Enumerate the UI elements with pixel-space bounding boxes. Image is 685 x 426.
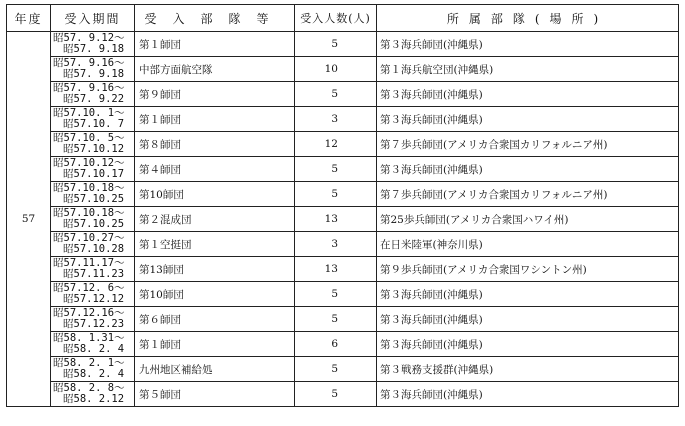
period-cell xyxy=(51,232,135,257)
period-end: 昭58. 2. 4 xyxy=(63,368,125,380)
affiliation-cell: 第７歩兵師団(アメリカ合衆国カリフォルニア州) xyxy=(377,182,679,207)
period-cell xyxy=(51,132,135,157)
affiliation-cell: 第３海兵師団(沖縄県) xyxy=(377,157,679,182)
receiving-unit-cell: 第10師団 xyxy=(135,182,295,207)
period-cell xyxy=(51,307,135,332)
affiliation-cell: 第３海兵師団(沖縄県) xyxy=(377,107,679,132)
affiliation-cell: 第３海兵師団(沖縄県) xyxy=(377,82,679,107)
table-row xyxy=(7,257,679,282)
table-row xyxy=(7,182,679,207)
table-row xyxy=(7,282,679,307)
count-cell: 13 xyxy=(295,257,377,282)
receiving-unit-cell: 第４師団 xyxy=(135,157,295,182)
period-start: 昭58. 2. 1〜 xyxy=(53,357,125,369)
period-end: 昭57.10.12 xyxy=(63,143,125,155)
period-start: 昭58. 2. 8〜 xyxy=(53,382,125,394)
affiliation-cell: 第７歩兵師団(アメリカ合衆国カリフォルニア州) xyxy=(377,132,679,157)
period-end: 昭57.10.17 xyxy=(63,168,125,180)
table-row xyxy=(7,307,679,332)
period-cell xyxy=(51,207,135,232)
period-start: 昭57.12. 6〜 xyxy=(53,282,125,294)
period-end: 昭57.10.28 xyxy=(63,243,125,255)
receiving-unit-cell: 第１師団 xyxy=(135,332,295,357)
header-count: 受入人数(人) xyxy=(295,5,377,32)
table-row xyxy=(7,107,679,132)
receiving-unit-cell: 第２混成団 xyxy=(135,207,295,232)
period-end: 昭57.10. 7 xyxy=(63,118,125,130)
period-cell xyxy=(51,182,135,207)
table-row xyxy=(7,357,679,382)
period-end: 昭57.12.23 xyxy=(63,318,125,330)
receiving-unit-cell: 第１空挺団 xyxy=(135,232,295,257)
period-end: 昭57. 9.18 xyxy=(63,43,125,55)
count-cell: 12 xyxy=(295,132,377,157)
affiliation-cell: 第３海兵師団(沖縄県) xyxy=(377,332,679,357)
period-start: 昭57. 9.16〜 xyxy=(53,57,125,69)
table-row xyxy=(7,157,679,182)
period-start: 昭57. 9.12〜 xyxy=(53,32,125,44)
period-cell xyxy=(51,82,135,107)
receiving-unit-cell: 第１師団 xyxy=(135,107,295,132)
count-cell: 3 xyxy=(295,107,377,132)
period-start: 昭57.12.16〜 xyxy=(53,307,125,319)
period-end: 昭58. 2. 4 xyxy=(63,343,125,355)
affiliation-cell: 第25歩兵師団(アメリカ合衆国ハワイ州) xyxy=(377,207,679,232)
table-row xyxy=(7,382,679,407)
count-cell: 5 xyxy=(295,382,377,407)
receiving-unit-cell: 九州地区補給処 xyxy=(135,357,295,382)
table-header xyxy=(7,5,679,32)
receiving-unit-cell: 第５師団 xyxy=(135,382,295,407)
receiving-unit-cell: 第９師団 xyxy=(135,82,295,107)
table-row xyxy=(7,32,679,57)
period-start: 昭57.10.18〜 xyxy=(53,182,125,194)
table-row xyxy=(7,132,679,157)
period-start: 昭57.11.17〜 xyxy=(53,257,125,269)
header-period: 受入期間 xyxy=(51,5,135,32)
count-cell: 5 xyxy=(295,282,377,307)
period-start: 昭57.10.12〜 xyxy=(53,157,125,169)
receiving-unit-cell: 第10師団 xyxy=(135,282,295,307)
period-cell xyxy=(51,32,135,57)
period-cell xyxy=(51,107,135,132)
period-start: 昭57. 9.16〜 xyxy=(53,82,125,94)
count-cell: 5 xyxy=(295,357,377,382)
period-end: 昭57. 9.18 xyxy=(63,68,125,80)
header-dept: 受入部隊等 xyxy=(135,5,295,32)
header-row xyxy=(7,5,679,32)
period-end: 昭57.10.25 xyxy=(63,218,125,230)
table-body xyxy=(7,32,679,407)
period-cell xyxy=(51,382,135,407)
count-cell: 5 xyxy=(295,157,377,182)
count-cell: 5 xyxy=(295,82,377,107)
affiliation-cell: 第３海兵師団(沖縄県) xyxy=(377,307,679,332)
receiving-unit-cell: 第13師団 xyxy=(135,257,295,282)
period-cell xyxy=(51,282,135,307)
receiving-unit-cell: 第８師団 xyxy=(135,132,295,157)
count-cell: 6 xyxy=(295,332,377,357)
receiving-unit-cell: 第１師団 xyxy=(135,32,295,57)
period-end: 昭58. 2.12 xyxy=(63,393,125,405)
header-year: 年度 xyxy=(7,5,51,32)
count-cell: 10 xyxy=(295,57,377,82)
affiliation-cell: 第９歩兵師団(アメリカ合衆国ワシントン州) xyxy=(377,257,679,282)
count-cell: 5 xyxy=(295,307,377,332)
count-cell: 5 xyxy=(295,182,377,207)
table-row xyxy=(7,57,679,82)
period-cell xyxy=(51,257,135,282)
receiving-unit-cell: 中部方面航空隊 xyxy=(135,57,295,82)
count-cell: 13 xyxy=(295,207,377,232)
count-cell: 5 xyxy=(295,32,377,57)
period-end: 昭57.12.12 xyxy=(63,293,125,305)
affiliation-cell: 第３海兵師団(沖縄県) xyxy=(377,32,679,57)
period-start: 昭57.10.18〜 xyxy=(53,207,125,219)
count-cell: 3 xyxy=(295,232,377,257)
period-cell xyxy=(51,57,135,82)
affiliation-cell: 在日米陸軍(神奈川県) xyxy=(377,232,679,257)
period-end: 昭57.11.23 xyxy=(63,268,125,280)
table-row xyxy=(7,207,679,232)
period-cell xyxy=(51,332,135,357)
receiving-unit-cell: 第６師団 xyxy=(135,307,295,332)
affiliation-cell: 第３戦務支援群(沖縄県) xyxy=(377,357,679,382)
header-affiliation: 所属部隊(場所) xyxy=(377,5,679,32)
period-cell xyxy=(51,357,135,382)
period-start: 昭57.10. 5〜 xyxy=(53,132,125,144)
period-start: 昭57.10. 1〜 xyxy=(53,107,125,119)
period-start: 昭57.10.27〜 xyxy=(53,232,125,244)
period-end: 昭57.10.25 xyxy=(63,193,125,205)
period-end: 昭57. 9.22 xyxy=(63,93,125,105)
affiliation-cell: 第３海兵師団(沖縄県) xyxy=(377,382,679,407)
fiscal-year-cell: 57 xyxy=(7,32,51,407)
table-row xyxy=(7,332,679,357)
period-start: 昭58. 1.31〜 xyxy=(53,332,125,344)
training-table xyxy=(6,4,679,407)
affiliation-cell: 第３海兵師団(沖縄県) xyxy=(377,282,679,307)
table-row xyxy=(7,82,679,107)
period-cell xyxy=(51,157,135,182)
table-row xyxy=(7,232,679,257)
affiliation-cell: 第１海兵航空団(沖縄県) xyxy=(377,57,679,82)
